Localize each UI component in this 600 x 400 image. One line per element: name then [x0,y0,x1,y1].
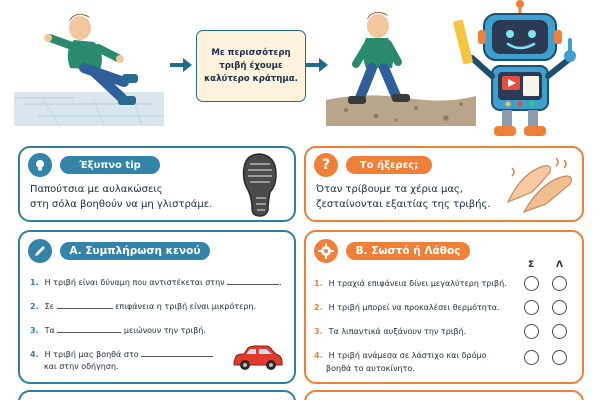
false-radio-4[interactable] [552,350,567,365]
false-radio-1[interactable] [552,276,567,291]
arrow-right-icon [170,58,192,72]
false-column-header: Λ [556,260,563,270]
smart-tip-card [18,146,296,222]
rubbing-hands-icon [502,152,578,218]
fill-item-4 [30,348,213,361]
illustration-strip [0,0,600,140]
note-line: Με περισσότερη [211,47,291,58]
item-number: 4. [30,350,39,359]
note-line: τριβή έχουμε [219,60,283,71]
tf-item-3 [314,326,466,338]
item-text: Η τριβή μπορεί να προκαλέσει θερμότητα. [328,303,500,312]
item-text: Η τραχιά επιφάνεια δίνει μεγαλύτερη τριβή. [328,279,507,288]
answer-blank[interactable] [57,300,113,309]
item-text: επιφάνεια η τριβή είναι μικρότερη. [115,302,257,311]
item-number: 3. [30,326,39,335]
pencil-icon [28,239,52,263]
true-radio-3[interactable] [524,324,539,339]
fill-item-1 [30,276,282,289]
item-number: 2. [314,303,323,312]
fill-in-blanks-title: Α. Συμπλήρωση κενού [60,242,210,260]
item-text: Τα [44,326,55,335]
car-icon [230,344,284,372]
next-section-card-left [18,390,296,400]
answer-blank[interactable] [227,276,279,285]
answer-blank[interactable] [57,324,121,333]
fact-line: Όταν τρίβουμε τα χέρια μας, [316,184,463,195]
question-icon: ? [314,153,338,177]
item-text: Η τριβή είναι δύναμη που αντιστέκεται στην [44,278,225,287]
true-radio-2[interactable] [524,300,539,315]
gear-icon [314,239,338,263]
note-line: καλύτερο κράτημα. [204,73,298,84]
next-section-card-right [304,390,584,400]
item-number: 1. [314,279,323,288]
friction-grip-note [196,30,306,102]
smart-tip-text [30,182,212,212]
tip-line: Παπούτσια με αυλακώσεις [30,184,163,195]
did-you-know-text [316,182,491,212]
item-text: Η τριβή μας βοηθά στο [44,350,139,359]
item-text: . [279,278,282,287]
item-text: Η τριβή ανάμεσα σε λάστιχο και δρόμο [328,351,487,360]
item-text: μειώνουν την τριβή. [123,326,206,335]
item-text: Τα λιπαντικά αυξάνουν την τριβή. [328,327,467,336]
smart-tip-title: Έξυπνο tip [60,156,160,174]
item-number: 2. [30,302,39,311]
fill-item-2 [30,300,256,313]
answer-blank[interactable] [141,348,213,357]
true-column-header: Σ [528,260,535,270]
arrow-right-icon [306,58,328,72]
item-number: 4. [314,351,323,360]
fill-item-4-continued: και στην οδήγηση. [44,362,119,371]
tip-line: στη σόλα βοηθούν να μη γλιστράμε. [30,199,213,210]
fill-in-blanks-card [18,230,296,384]
tf-item-2 [314,302,500,314]
true-false-card [304,230,584,384]
false-radio-2[interactable] [552,300,567,315]
slipping-boy-illustration [14,8,164,126]
tf-item-4 [314,350,487,362]
fact-line: ζεσταίνονται εξαιτίας της τριβής. [316,199,491,210]
robot-mascot [448,0,588,142]
item-number: 1. [30,278,39,287]
shoe-sole-icon [240,152,280,218]
tf-item-4-continued: βοηθά το αυτοκίνητο. [326,364,415,373]
true-radio-1[interactable] [524,276,539,291]
item-text: Σε [44,302,54,311]
did-you-know-title: Το ήξερες; [346,156,432,174]
tf-item-1 [314,278,507,290]
false-radio-3[interactable] [552,324,567,339]
did-you-know-card [304,146,584,222]
fill-item-3 [30,324,206,337]
true-false-title: Β. Σωστό ή Λάθος [346,242,470,260]
lightbulb-icon [28,153,52,177]
item-number: 3. [314,327,323,336]
true-radio-4[interactable] [524,350,539,365]
